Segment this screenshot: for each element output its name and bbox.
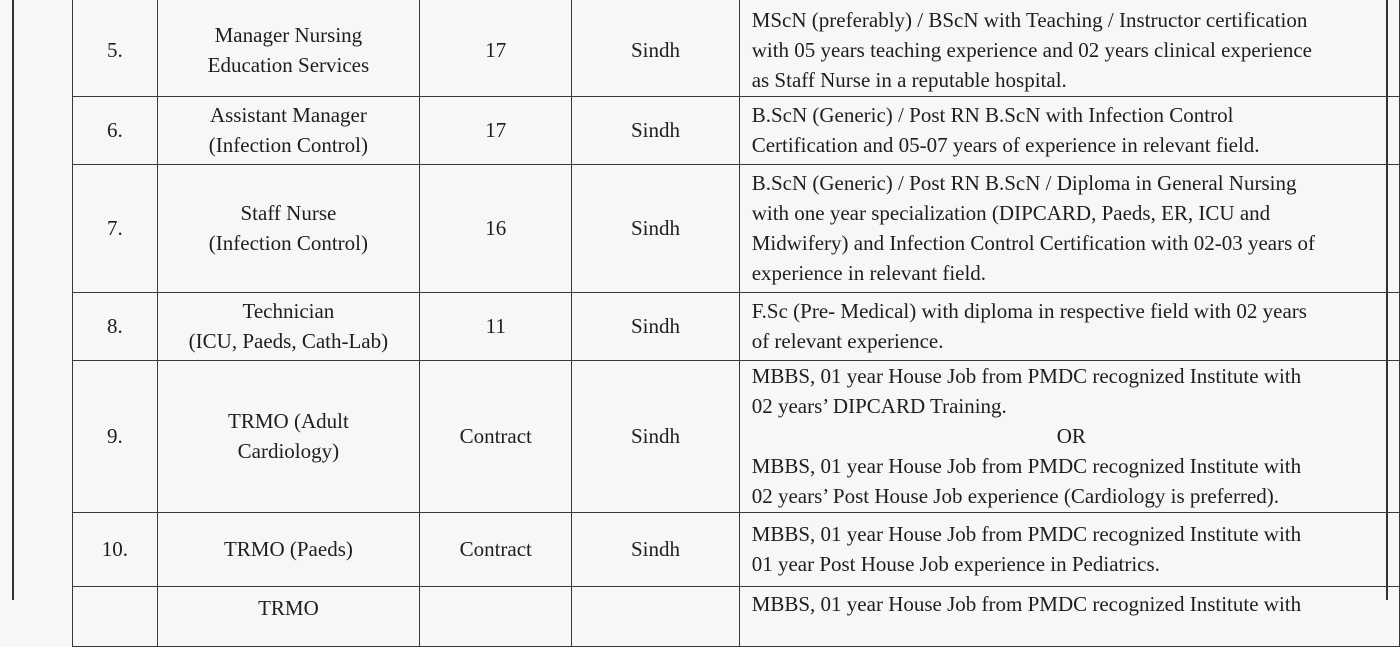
bps-grade: 17 [420, 0, 572, 96]
domicile: Sindh [572, 0, 739, 96]
post-name [157, 586, 419, 646]
serial-number: 9. [73, 360, 158, 512]
bps-grade: Contract [420, 360, 572, 512]
domicile [572, 586, 739, 646]
post-name-line: TRMO [258, 595, 319, 620]
qualification [739, 360, 1399, 512]
serial-number: 5. [73, 0, 158, 96]
post-name-line: TRMO (Adult [228, 409, 349, 433]
qualification-line: MBBS, 01 year House Job from PMDC recognized Institute with [751, 364, 1302, 388]
qualification-line: MScN (preferably) / BScN with Teaching / Instructor certification [751, 7, 1308, 32]
post-name [157, 512, 419, 586]
domicile: Sindh [572, 164, 739, 292]
serial-number: 6. [73, 96, 158, 164]
table-row [73, 360, 1400, 512]
qualification-line: with 05 years teaching experience and 02 years clinical experience [751, 37, 1313, 62]
bps-grade: 16 [420, 164, 572, 292]
domicile: Sindh [572, 96, 739, 164]
post-name [157, 360, 419, 512]
table-row [73, 292, 1400, 360]
qualification-line: with one year specialization (DIPCARD, Paeds, ER, ICU and [751, 201, 1271, 225]
bps-grade: Contract [420, 512, 572, 586]
qualification-line: as Staff Nurse in a reputable hospital. [751, 67, 1067, 92]
post-name-line: TRMO (Paeds) [223, 537, 353, 561]
qualification-line: MBBS, 01 year House Job from PMDC recognized Institute with [751, 454, 1302, 478]
bps-grade [420, 586, 572, 646]
serial-number: 8. [73, 292, 158, 360]
post-name [157, 0, 419, 96]
qualification-line: 02 years’ Post House Job experience (Cardiology is preferred). [751, 484, 1280, 508]
domicile: Sindh [572, 292, 739, 360]
post-name-line: Cardiology) [237, 439, 340, 463]
post-name-line: Assistant Manager [209, 103, 367, 127]
qualification [739, 164, 1399, 292]
post-name-line: Education Services [207, 52, 370, 77]
qualification-line: experience in relevant field. [751, 261, 987, 285]
post-name-line: Manager Nursing [214, 22, 363, 47]
qualification-line: 02 years’ DIPCARD Training. [751, 394, 1007, 418]
qualification-line: of relevant experience. [751, 329, 944, 353]
bps-grade: 11 [420, 292, 572, 360]
post-name-line: (Infection Control) [208, 133, 368, 157]
domicile: Sindh [572, 360, 739, 512]
serial-number: 10. [73, 512, 158, 586]
post-name [157, 164, 419, 292]
qualification [739, 512, 1399, 586]
post-name-line: (ICU, Paeds, Cath-Lab) [188, 329, 389, 353]
serial-number: 7. [73, 164, 158, 292]
serial-number [73, 586, 158, 646]
qualification-line: Midwifery) and Infection Control Certification with 02-03 years of [751, 231, 1316, 255]
bps-grade: 17 [420, 96, 572, 164]
table-row [73, 512, 1400, 586]
table-row [73, 164, 1400, 292]
post-name-line: Staff Nurse [240, 201, 337, 225]
qualification [739, 96, 1399, 164]
qualification [739, 0, 1399, 96]
qualification-or: OR [1056, 424, 1086, 448]
job-posts-table [72, 0, 1400, 647]
post-name-line: (Infection Control) [208, 231, 368, 255]
qualification-line: MBBS, 01 year House Job from PMDC recognized Institute with [751, 591, 1302, 616]
page-border-left [12, 0, 14, 600]
qualification [739, 586, 1399, 646]
table-row [73, 0, 1400, 96]
qualification-line: Certification and 05-07 years of experience in relevant field. [751, 133, 1260, 157]
post-name [157, 96, 419, 164]
post-name-line: Technician [242, 299, 335, 323]
qualification [739, 292, 1399, 360]
table-row [73, 96, 1400, 164]
qualification-line: B.ScN (Generic) / Post RN B.ScN with Infection Control [751, 103, 1234, 127]
qualification-line: MBBS, 01 year House Job from PMDC recognized Institute with [751, 522, 1302, 546]
qualification-line: B.ScN (Generic) / Post RN B.ScN / Diploma in General Nursing [751, 171, 1297, 195]
table-row [73, 586, 1400, 646]
qualification-line: 01 year Post House Job experience in Pediatrics. [751, 552, 1160, 576]
domicile: Sindh [572, 512, 739, 586]
post-name [157, 292, 419, 360]
qualification-line: F.Sc (Pre- Medical) with diploma in respective field with 02 years [751, 299, 1307, 323]
